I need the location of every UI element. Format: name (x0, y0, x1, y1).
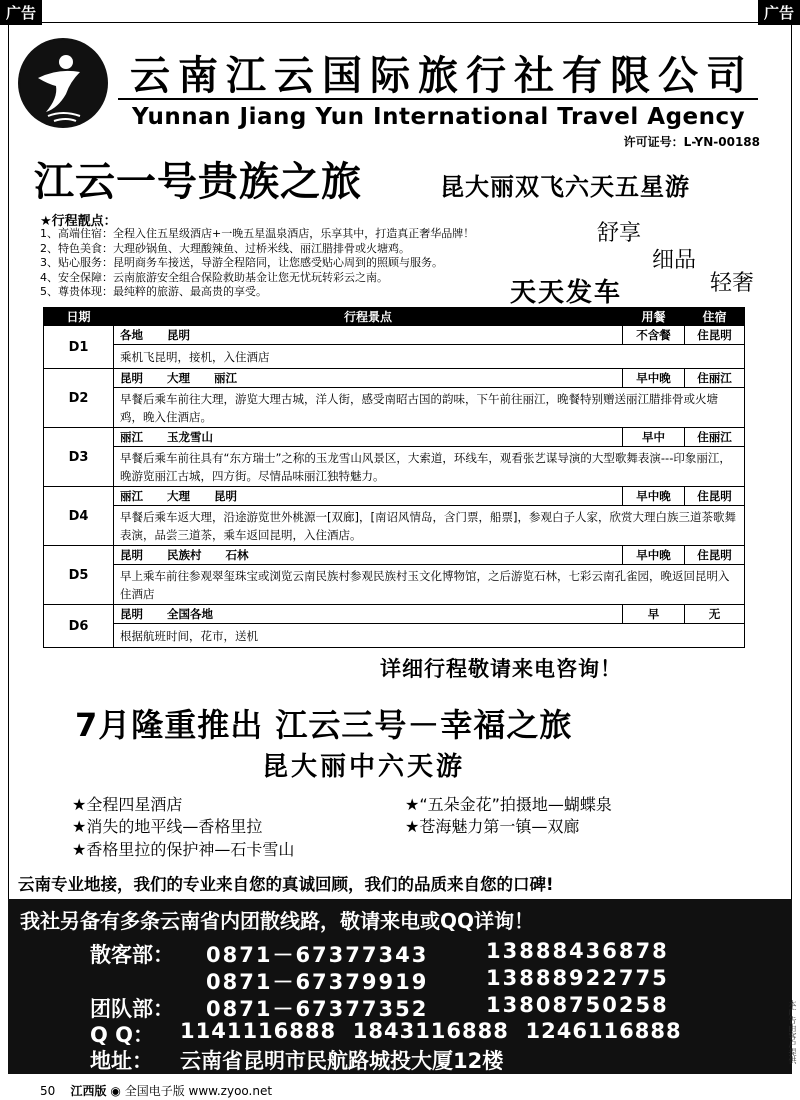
company-logo-icon (18, 38, 108, 128)
deco-word: 轻奢 (710, 271, 755, 296)
meal-cell: 早中晚 (623, 546, 685, 565)
promo-feature: ★“五朵金花”拍摄地—蝴蝶泉 (405, 795, 612, 814)
highlight-item: 1、高端住宿：全程入住五星级酒店+一晚五星温泉酒店，乐享其中，打造真正奢华品牌！ (40, 227, 475, 240)
header-divider (118, 98, 758, 100)
retail-label: 散客部： (90, 943, 174, 967)
meal-cell: 早中晚 (623, 487, 685, 506)
day-cell: D5 (44, 546, 114, 605)
table-row (44, 546, 745, 565)
route-cell: 丽江 大理 昆明 (114, 487, 623, 506)
stay-cell: 住丽江 (685, 428, 745, 447)
group-phone: 0871－67377352 (206, 997, 429, 1021)
route-cell: 昆明 全国各地 (114, 605, 623, 624)
contact-panel (8, 899, 792, 1074)
meal-cell: 早中晚 (623, 369, 685, 388)
group-mobile: 13808750258 (486, 993, 669, 1017)
promo-feature: ★苍海魅力第一镇—双廊 (405, 817, 580, 836)
itinerary-table (43, 307, 745, 648)
daily-departure: 天天发车 (510, 278, 623, 308)
table-row (44, 428, 745, 447)
promo-feature: ★全程四星酒店 (72, 795, 183, 814)
table-row (44, 369, 745, 388)
table-row (44, 487, 745, 506)
day-cell: D6 (44, 605, 114, 648)
qq-label: Q Q： (90, 1023, 155, 1047)
edition-icon: ◉ (110, 1084, 121, 1098)
col-date: 日期 (44, 308, 114, 326)
address-label: 地址： (90, 1049, 153, 1073)
stay-cell: 无 (685, 605, 745, 624)
highlights-heading: ★行程靓点： (40, 214, 117, 229)
table-row (44, 326, 745, 345)
meal-cell: 早 (623, 605, 685, 624)
day-cell: D1 (44, 326, 114, 369)
ad-tag-left: 广告 (0, 0, 42, 25)
table-row (44, 447, 745, 487)
col-route: 行程景点 (114, 308, 623, 326)
side-note: 本广告由客户提供 (788, 1000, 797, 1064)
day-cell: D4 (44, 487, 114, 546)
company-name-en: Yunnan Jiang Yun International Travel Agency (132, 104, 746, 130)
table-row (44, 565, 745, 605)
tour-subtitle: 昆大丽双飞六天五星游 (440, 173, 690, 201)
desc-cell: 早餐后乘车返大理，沿途游览世外桃源一[双廊]，[南诏风情岛，含门票，船票]，参观白子人家，欣赏大理白族三道茶歌舞表演，品尝三道茶，乘车返回昆明，入住酒店。 (114, 506, 745, 546)
desc-cell: 根据航班时间，花市，送机 (114, 624, 745, 648)
table-row (44, 624, 745, 648)
group-label: 团队部： (90, 997, 174, 1021)
tour-title: 江云一号贵族之旅 (34, 159, 362, 205)
route-cell: 昆明 大理 丽江 (114, 369, 623, 388)
route-cell: 丽江 玉龙雪山 (114, 428, 623, 447)
stay-cell: 住丽江 (685, 369, 745, 388)
highlight-item: 4、安全保障：云南旅游安全组合保险救助基金让您无忧玩转彩云之南。 (40, 270, 388, 284)
promo-feature: ★香格里拉的保护神—石卡雪山 (72, 840, 295, 859)
site-label: 全国电子版 www.zyoo.net (124, 1084, 273, 1098)
route-cell: 昆明 民族村 石林 (114, 546, 623, 565)
stay-cell: 住昆明 (685, 487, 745, 506)
page-number: 50 (40, 1084, 56, 1098)
desc-cell: 早餐后乘车前往具有“东方瑞士”之称的玉龙雪山风景区，大索道，环线车，观看张艺谋导演的大型歌舞表演---印象丽江，晚游览丽江古城，四方街。尽情品味丽江独特魅力。 (114, 447, 745, 487)
highlight-item: 5、尊贵体现：最纯粹的旅游、最高贵的享受。 (40, 285, 267, 299)
desc-cell: 乘机飞昆明，接机，入住酒店 (114, 345, 745, 369)
desc-cell: 早餐后乘车前往大理，游览大理古城，洋人街，感受南昭古国的韵味，下午前往丽江，晚餐特别赠送丽江腊排骨或火塘鸡，晚入住酒店。 (114, 388, 745, 428)
col-meal: 用餐 (623, 308, 685, 326)
deco-word: 舒享 (597, 221, 642, 246)
table-row (44, 605, 745, 624)
desc-cell: 早上乘车前往参观翠玺珠宝或浏览云南民族村参观民族村玉文化博物馆，之后游览石林，七彩云南孔雀园，晚返回昆明入住酒店 (114, 565, 745, 605)
edition-label: 江西版 (70, 1084, 107, 1098)
company-name-cn: 云南江云国际旅行社有限公司 (130, 52, 754, 99)
slogan: 云南专业地接，我们的专业来自您的真诚回顾，我们的品质来自您的口碑! (18, 875, 554, 894)
col-stay: 住宿 (685, 308, 745, 326)
itinerary-header-row (44, 308, 745, 326)
page-footer (40, 1082, 272, 1099)
day-cell: D3 (44, 428, 114, 487)
highlight-item: 3、贴心服务：昆明商务车接送，导游全程陪同，让您感受贴心周到的照顾与服务。 (40, 256, 443, 270)
day-cell: D2 (44, 369, 114, 428)
deco-word: 细品 (652, 248, 697, 273)
stay-cell: 住昆明 (685, 546, 745, 565)
license-number: 许可证号：L-YN-00188 (623, 135, 760, 149)
ad-tag-right: 广告 (758, 0, 800, 25)
meal-cell: 不含餐 (623, 326, 685, 345)
highlights-list (40, 227, 474, 300)
stay-cell: 住昆明 (685, 326, 745, 345)
table-row (44, 388, 745, 428)
retail-phone: 0871－67379919 (206, 970, 429, 994)
highlight-item: 2、特色美食：大理砂锅鱼、大理酸辣鱼、过桥米线、丽江腊排骨或火塘鸡。 (40, 241, 410, 255)
table-row (44, 506, 745, 546)
promo-feature: ★消失的地平线—香格里拉 (72, 817, 263, 836)
promo-title: 7月隆重推出 江云三号－幸福之旅 (75, 706, 573, 744)
contact-headline: 我社另备有多条云南省内团散线路，敬请来电或QQ详询！ (20, 909, 535, 933)
qq-numbers: 1141116888 1843116888 1246116888 (180, 1019, 682, 1043)
address-text: 云南省昆明市民航路城投大厦12楼 (180, 1049, 504, 1073)
retail-phone: 0871－67377343 (206, 943, 429, 967)
route-cell: 各地 昆明 (114, 326, 623, 345)
consult-banner: 详细行程敬请来电咨询！ (380, 657, 622, 681)
meal-cell: 早中 (623, 428, 685, 447)
retail-mobile: 13888922775 (486, 966, 669, 990)
promo-subtitle: 昆大丽中六天游 (262, 752, 466, 782)
table-row (44, 345, 745, 369)
retail-mobile: 13888436878 (486, 939, 669, 963)
